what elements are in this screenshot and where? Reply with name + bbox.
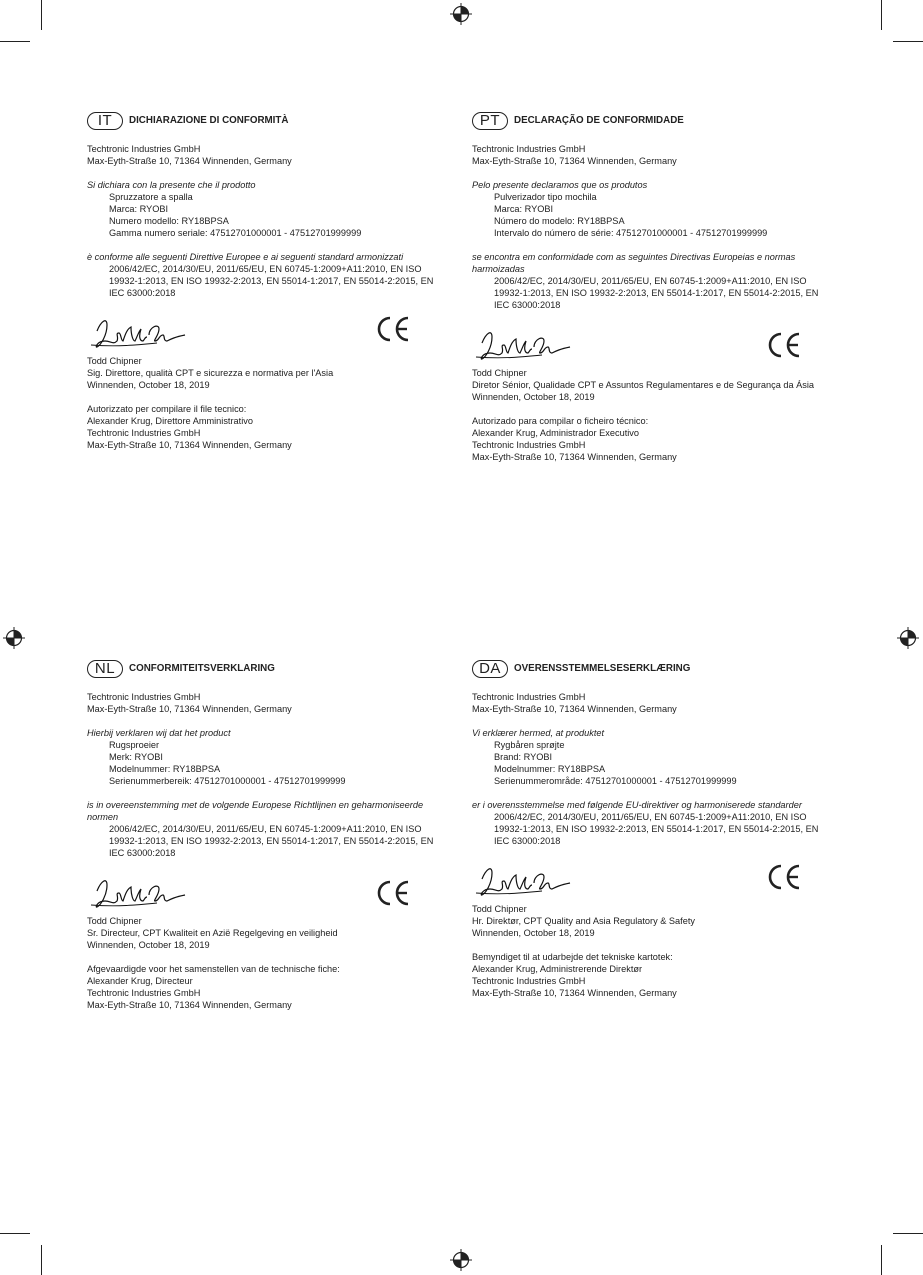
section-header — [472, 111, 836, 131]
signer-name: Todd Chipner — [87, 916, 142, 926]
section-header — [87, 111, 451, 131]
crop-mark — [881, 0, 882, 30]
standards-block — [472, 251, 836, 311]
product-name: Pulverizador tipo mochila — [494, 192, 597, 202]
registration-mark-icon — [897, 627, 919, 649]
signature-row — [87, 871, 451, 913]
product-name: Rugsproeier — [109, 740, 160, 750]
product-block — [87, 179, 451, 239]
authorized-company: Techtronic Industries GmbH — [472, 976, 586, 986]
authorized-address: Max-Eyth-Straße 10, 71364 Winnenden, Germany — [472, 452, 677, 462]
declaration-intro: Hierbij verklaren wij dat het product — [87, 728, 231, 738]
manufacturer-block — [87, 143, 451, 167]
declaration-intro: Si dichiara con la presente che il prodotto — [87, 180, 256, 190]
authorized-address: Max-Eyth-Straße 10, 71364 Winnenden, Germany — [87, 1000, 292, 1010]
standards-block — [87, 251, 451, 299]
company-name: Techtronic Industries GmbH — [472, 692, 586, 702]
signature-date: Winnenden, October 18, 2019 — [472, 392, 595, 402]
declaration-section-pt — [472, 111, 836, 475]
conformity-statement: is in overeenstemming met de volgende Europese Richtlijnen en geharmoniseerde normen — [87, 800, 424, 822]
signer-role: Hr. Direktør, CPT Quality and Asia Regulatory & Safety — [472, 916, 695, 926]
ce-mark-icon — [766, 331, 802, 359]
signature-icon — [472, 323, 572, 363]
company-address: Max-Eyth-Straße 10, 71364 Winnenden, Germany — [87, 156, 292, 166]
standards-list: 2006/42/EC, 2014/30/EU, 2011/65/EU, EN 60745-1:2009+A11:2010, EN ISO 19932-1:2013, EN ISO 19932-2:2013, EN 55014-1:2017, EN 55014-2:2015, EN IEC 63000:2018 — [109, 824, 434, 858]
product-block — [472, 727, 836, 787]
product-brand: Brand: RYOBI — [494, 752, 553, 762]
standards-list: 2006/42/EC, 2014/30/EU, 2011/65/EU, EN 60745-1:2009+A11:2010, EN ISO 19932-1:2013, EN ISO 19932-2:2013, EN 55014-1:2017, EN 55014-2:2015, EN IEC 63000:2018 — [109, 264, 434, 298]
declaration-intro: Pelo presente declaramos que os produtos — [472, 180, 648, 190]
standards-list: 2006/42/EC, 2014/30/EU, 2011/65/EU, EN 60745-1:2009+A11:2010, EN ISO 19932-1:2013, EN ISO 19932-2:2013, EN 55014-1:2017, EN 55014-2:2015, EN IEC 63000:2018 — [494, 812, 819, 846]
authorized-company: Techtronic Industries GmbH — [87, 988, 201, 998]
section-title: DICHIARAZIONE DI CONFORMITÀ — [129, 115, 289, 126]
product-serial-range: Intervalo do número de série: 47512701000001 - 47512701999999 — [494, 228, 768, 238]
ce-mark-icon — [766, 863, 802, 891]
authorized-company: Techtronic Industries GmbH — [87, 428, 201, 438]
authorized-label: Autorizado para compilar o ficheiro técnico: — [472, 416, 649, 426]
signer-role: Sig. Direttore, qualità CPT e sicurezza e normativa per l'Asia — [87, 368, 334, 378]
standards-list: 2006/42/EC, 2014/30/EU, 2011/65/EU, EN 60745-1:2009+A11:2010, EN ISO 19932-1:2013, EN ISO 19932-2:2013, EN 55014-1:2017, EN 55014-2:2015, EN IEC 63000:2018 — [494, 276, 819, 310]
authorized-name: Alexander Krug, Direttore Amministrativo — [87, 416, 253, 426]
manufacturer-block — [472, 691, 836, 715]
signer-block — [472, 903, 836, 939]
section-title: DECLARAÇÃO DE CONFORMIDADE — [514, 115, 684, 126]
authorized-label: Autorizzato per compilare il file tecnico: — [87, 404, 247, 414]
crop-mark — [41, 1245, 42, 1275]
signer-block — [87, 915, 451, 951]
product-serial-range: Serienummerområde: 47512701000001 - 47512701999999 — [494, 776, 737, 786]
company-address: Max-Eyth-Straße 10, 71364 Winnenden, Germany — [472, 156, 677, 166]
signature-date: Winnenden, October 18, 2019 — [87, 380, 210, 390]
company-address: Max-Eyth-Straße 10, 71364 Winnenden, Germany — [87, 704, 292, 714]
product-model: Número do modelo: RY18BPSA — [494, 216, 625, 226]
product-brand: Marca: RYOBI — [494, 204, 554, 214]
ce-mark-icon — [375, 879, 411, 907]
product-block — [472, 179, 836, 239]
signature-row — [472, 323, 836, 365]
product-model: Modelnummer: RY18BPSA — [494, 764, 606, 774]
conformity-statement: se encontra em conformidade com as seguintes Directivas Europeias e normas harmoizadas — [472, 252, 796, 274]
conformity-statement: er i overensstemmelse med følgende EU-direktiver og harmoniserede standarder — [472, 800, 802, 810]
product-serial-range: Gamma numero seriale: 47512701000001 - 47512701999999 — [109, 228, 362, 238]
manufacturer-block — [472, 143, 836, 167]
standards-block — [87, 799, 451, 859]
product-brand: Merk: RYOBI — [109, 752, 163, 762]
authorized-address: Max-Eyth-Straße 10, 71364 Winnenden, Germany — [472, 988, 677, 998]
authorized-block — [472, 951, 836, 999]
crop-mark — [893, 1233, 923, 1234]
signature-date: Winnenden, October 18, 2019 — [87, 940, 210, 950]
signature-icon — [87, 311, 187, 351]
language-badge: DA — [472, 660, 508, 678]
authorized-name: Alexander Krug, Administrador Executivo — [472, 428, 639, 438]
product-block — [87, 727, 451, 787]
company-name: Techtronic Industries GmbH — [87, 144, 201, 154]
signature-icon — [87, 871, 187, 911]
conformity-statement: è conforme alle seguenti Direttive Europee e ai seguenti standard armonizzati — [87, 252, 404, 262]
section-title: OVERENSSTEMMELSESERKLÆRING — [514, 663, 691, 674]
signature-row — [472, 859, 836, 901]
authorized-label: Bemyndiget til at udarbejde det tekniske kartotek: — [472, 952, 673, 962]
authorized-name: Alexander Krug, Administrerende Direktør — [472, 964, 643, 974]
product-name: Spruzzatore a spalla — [109, 192, 193, 202]
signer-block — [87, 355, 451, 391]
crop-mark — [0, 41, 30, 42]
signer-name: Todd Chipner — [472, 904, 527, 914]
signer-name: Todd Chipner — [87, 356, 142, 366]
crop-mark — [0, 1233, 30, 1234]
crop-mark — [41, 0, 42, 30]
authorized-block — [87, 963, 451, 1011]
signature-date: Winnenden, October 18, 2019 — [472, 928, 595, 938]
product-model: Numero modello: RY18BPSA — [109, 216, 229, 226]
company-name: Techtronic Industries GmbH — [472, 144, 586, 154]
crop-mark — [881, 1245, 882, 1275]
registration-mark-icon — [3, 627, 25, 649]
product-brand: Marca: RYOBI — [109, 204, 169, 214]
declaration-section-it — [87, 111, 451, 463]
registration-mark-icon — [450, 1249, 472, 1271]
registration-mark-icon — [450, 3, 472, 25]
product-name: Rygbåren sprøjte — [494, 740, 565, 750]
section-title: CONFORMITEITSVERKLARING — [129, 663, 275, 674]
language-badge: IT — [87, 112, 123, 130]
signer-name: Todd Chipner — [472, 368, 527, 378]
authorized-block — [472, 415, 836, 463]
authorized-company: Techtronic Industries GmbH — [472, 440, 586, 450]
authorized-name: Alexander Krug, Directeur — [87, 976, 193, 986]
authorized-address: Max-Eyth-Straße 10, 71364 Winnenden, Germany — [87, 440, 292, 450]
signer-block — [472, 367, 836, 403]
signer-role: Sr. Directeur, CPT Kwaliteit en Azië Regelgeving en veiligheid — [87, 928, 338, 938]
signature-row — [87, 311, 451, 353]
declaration-intro: Vi erklærer hermed, at produktet — [472, 728, 605, 738]
signature-icon — [472, 859, 572, 899]
ce-mark-icon — [375, 315, 411, 343]
company-name: Techtronic Industries GmbH — [87, 692, 201, 702]
crop-mark — [893, 41, 923, 42]
product-serial-range: Serienummerbereik: 47512701000001 - 47512701999999 — [109, 776, 346, 786]
declaration-section-da — [472, 659, 836, 1011]
product-model: Modelnummer: RY18BPSA — [109, 764, 221, 774]
section-header — [472, 659, 836, 679]
authorized-label: Afgevaardigde voor het samenstellen van de technische fiche: — [87, 964, 340, 974]
company-address: Max-Eyth-Straße 10, 71364 Winnenden, Germany — [472, 704, 677, 714]
signer-role: Diretor Sénior, Qualidade CPT e Assuntos Regulamentares e de Segurança da Ásia — [472, 380, 815, 390]
declaration-section-nl — [87, 659, 451, 1023]
authorized-block — [87, 403, 451, 451]
language-badge: PT — [472, 112, 508, 130]
language-badge: NL — [87, 660, 123, 678]
section-header — [87, 659, 451, 679]
standards-block — [472, 799, 836, 847]
manufacturer-block — [87, 691, 451, 715]
